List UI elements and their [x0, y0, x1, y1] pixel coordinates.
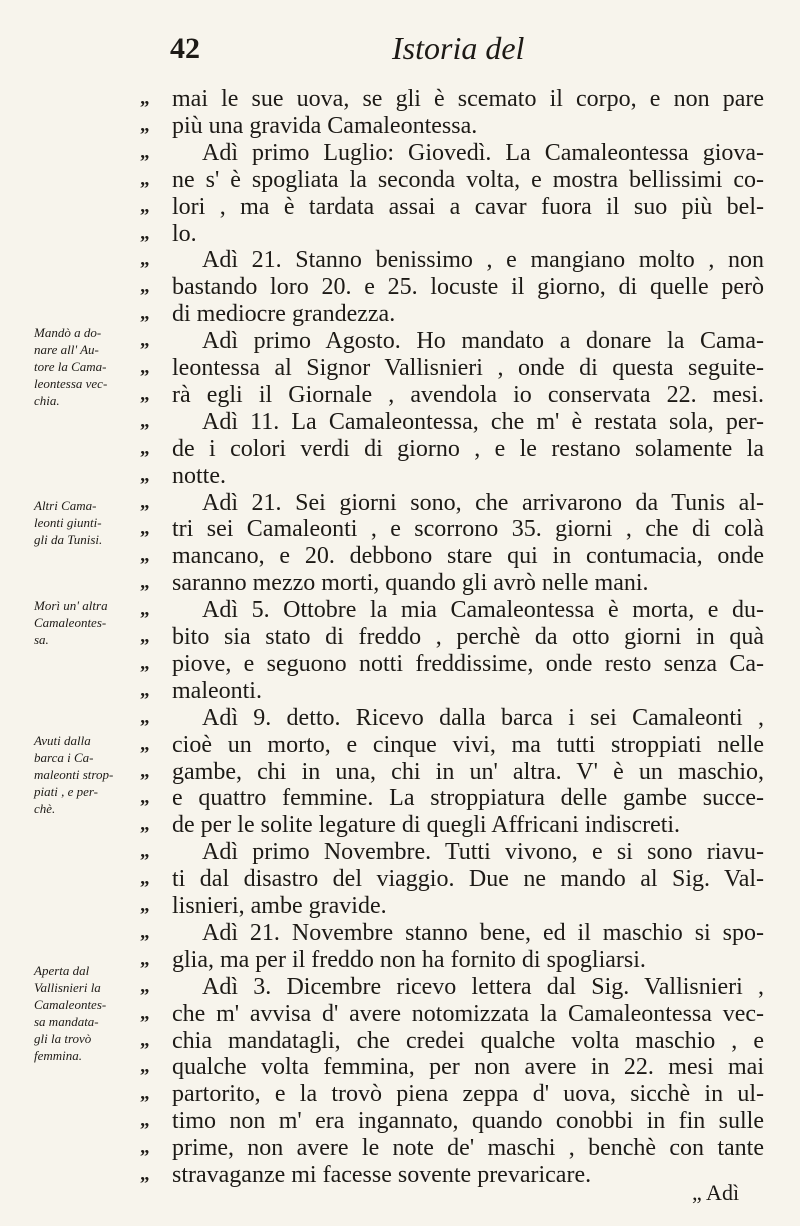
quotation-mark: „ [140, 142, 150, 163]
quotation-mark: „ [140, 599, 150, 620]
text-line: bito sia stato di freddo , perchè da otto giorni in quà [172, 624, 764, 650]
text-line: piove, e seguono notti freddissime, onde resto senza Ca- [172, 651, 764, 677]
quotation-mark: „ [140, 249, 150, 270]
quotation-mark: „ [140, 572, 150, 593]
quotation-mark: „ [140, 1137, 150, 1158]
quotation-mark: „ [140, 1030, 150, 1051]
quotation-mark: „ [140, 196, 150, 217]
quotation-mark: „ [140, 276, 150, 297]
catchword: „ Adì [692, 1180, 740, 1205]
text-line: timo non m' era ingannato, quando conobbi in fin sulle [172, 1108, 764, 1134]
text-line: prime, non avere le note de' maschi , benchè con tante [172, 1135, 764, 1161]
page-number: 42 [170, 32, 200, 65]
quotation-mark: „ [140, 384, 150, 405]
quotation-mark: „ [140, 518, 150, 539]
text-line: Adì primo Agosto. Ho mandato a donare la Cama- [202, 328, 764, 354]
text-line: leontessa al Signor Vallisnieri , onde di questa seguite- [172, 355, 764, 381]
quotation-mark: „ [140, 1056, 150, 1077]
quotation-mark: „ [140, 707, 150, 728]
quotation-mark: „ [140, 814, 150, 835]
text-line: gambe, chi in una, chi in un' altra. V' è un maschio, [172, 759, 764, 785]
text-line: Adì 21. Novembre stanno bene, ed il maschio si spo- [202, 920, 764, 946]
margin-note: Morì un' altra Camaleontes- sa. [34, 598, 108, 647]
text-line: Adì 9. detto. Ricevo dalla barca i sei Camaleonti , [202, 705, 764, 731]
quotation-mark: „ [140, 868, 150, 889]
text-line: Adì 3. Dicembre ricevo lettera dal Sig. Vallisnieri , [202, 974, 764, 1000]
text-line: chia mandatagli, che credei qualche volta maschio , e [172, 1028, 764, 1054]
text-line: lori , ma è tardata assai a cavar fuora il suo più bel- [172, 194, 764, 220]
text-line: Adì 5. Ottobre la mia Camaleontessa è morta, e du- [202, 597, 764, 623]
quotation-mark: „ [140, 303, 150, 324]
quotation-mark: „ [140, 357, 150, 378]
text-line: qualche volta femmina, per non avere in 22. mesi mai [172, 1054, 764, 1080]
text-line: rà egli il Giornale , avendola io conservata 22. mesi. [172, 382, 764, 408]
quotation-mark: „ [140, 653, 150, 674]
text-line: Adì 21. Stanno benissimo , e mangiano molto , non [202, 247, 764, 273]
text-line: tri sei Camaleonti , e scorrono 35. giorni , che di colà [172, 516, 764, 542]
text-line: Adì primo Luglio: Giovedì. La Camaleontessa giova- [202, 140, 764, 166]
margin-note: Avuti dalla barca i Ca- maleonti strop- piati , e per- chè. [34, 733, 114, 816]
margin-note: Aperta dal Vallisnieri la Camaleontes- sa mandata- gli la trovò femmina. [34, 963, 107, 1063]
quotation-mark: „ [140, 922, 150, 943]
text-line: più una gravida Camaleontessa. [172, 113, 478, 139]
text-line: saranno mezzo morti, quando gli avrò nelle mani. [172, 570, 649, 596]
quotation-mark: „ [140, 1003, 150, 1024]
quotation-mark: „ [140, 976, 150, 997]
text-line: lisnieri, ambe gravide. [172, 893, 387, 919]
quotation-mark: „ [140, 680, 150, 701]
text-line: mancano, e 20. debbono stare qui in contumacia, onde [172, 543, 764, 569]
text-line: lo. [172, 221, 197, 247]
margin-note: Altri Cama- leonti giunti- gli da Tunisi. [34, 498, 103, 547]
text-line: di mediocre grandezza. [172, 301, 396, 327]
text-line: e quattro femmine. La stroppiatura delle gambe succe- [172, 785, 764, 811]
quotation-mark: „ [140, 626, 150, 647]
text-line: mai le sue uova, se gli è scemato il corpo, e non pare [172, 86, 764, 112]
text-line: bastando loro 20. e 25. locuste il giorno, di quelle però [172, 274, 764, 300]
text-line: stravaganze mi facesse sovente prevaricare. [172, 1162, 592, 1188]
quotation-mark: „ [140, 330, 150, 351]
text-line: maleonti. [172, 678, 262, 704]
quotation-mark: „ [140, 949, 150, 970]
quotation-mark: „ [140, 115, 150, 136]
text-line: glia, ma per il freddo non ha fornito di spogliarsi. [172, 947, 646, 973]
text-line: ti dal disastro del viaggio. Due ne mando al Sig. Val- [172, 866, 764, 892]
quotation-mark: „ [140, 734, 150, 755]
quotation-mark: „ [140, 492, 150, 513]
quotation-mark: „ [140, 438, 150, 459]
text-line: che m' avvisa d' avere notomizzata la Camaleontessa vec- [172, 1001, 764, 1027]
quotation-mark: „ [140, 411, 150, 432]
text-line: de i colori verdi di giorno , e le restano solamente la [172, 436, 764, 462]
quotation-mark: „ [140, 465, 150, 486]
text-line: cioè un morto, e cinque vivi, ma tutti stroppiati nelle [172, 732, 764, 758]
quotation-mark: „ [140, 169, 150, 190]
quotation-mark: „ [140, 895, 150, 916]
text-line: Adì 11. La Camaleontessa, che m' è restata sola, per- [202, 409, 764, 435]
quotation-mark: „ [140, 787, 150, 808]
text-line: Adì primo Novembre. Tutti vivono, e si sono riavu- [202, 839, 764, 865]
text-line: ne s' è spogliata la seconda volta, e mostra bellissimi co- [172, 167, 764, 193]
quotation-mark: „ [140, 223, 150, 244]
text-line: partorito, e la trovò piena zeppa d' uova, sicchè in ul- [172, 1081, 764, 1107]
quotation-mark: „ [140, 1164, 150, 1185]
margin-note: Mandò a do- nare all' Au- tore la Cama- leontessa vec- chia. [34, 325, 108, 408]
quotation-mark: „ [140, 841, 150, 862]
quotation-mark: „ [140, 88, 150, 109]
running-title: Istoria del [392, 30, 525, 66]
quotation-mark: „ [140, 545, 150, 566]
text-line: Adì 21. Sei giorni sono, che arrivarono da Tunis al- [202, 490, 764, 516]
quotation-mark: „ [140, 761, 150, 782]
text-line: de per le solite legature di quegli Affricani indiscreti. [172, 812, 681, 838]
text-line: notte. [172, 463, 226, 489]
quotation-mark: „ [140, 1083, 150, 1104]
quotation-mark: „ [140, 1110, 150, 1131]
